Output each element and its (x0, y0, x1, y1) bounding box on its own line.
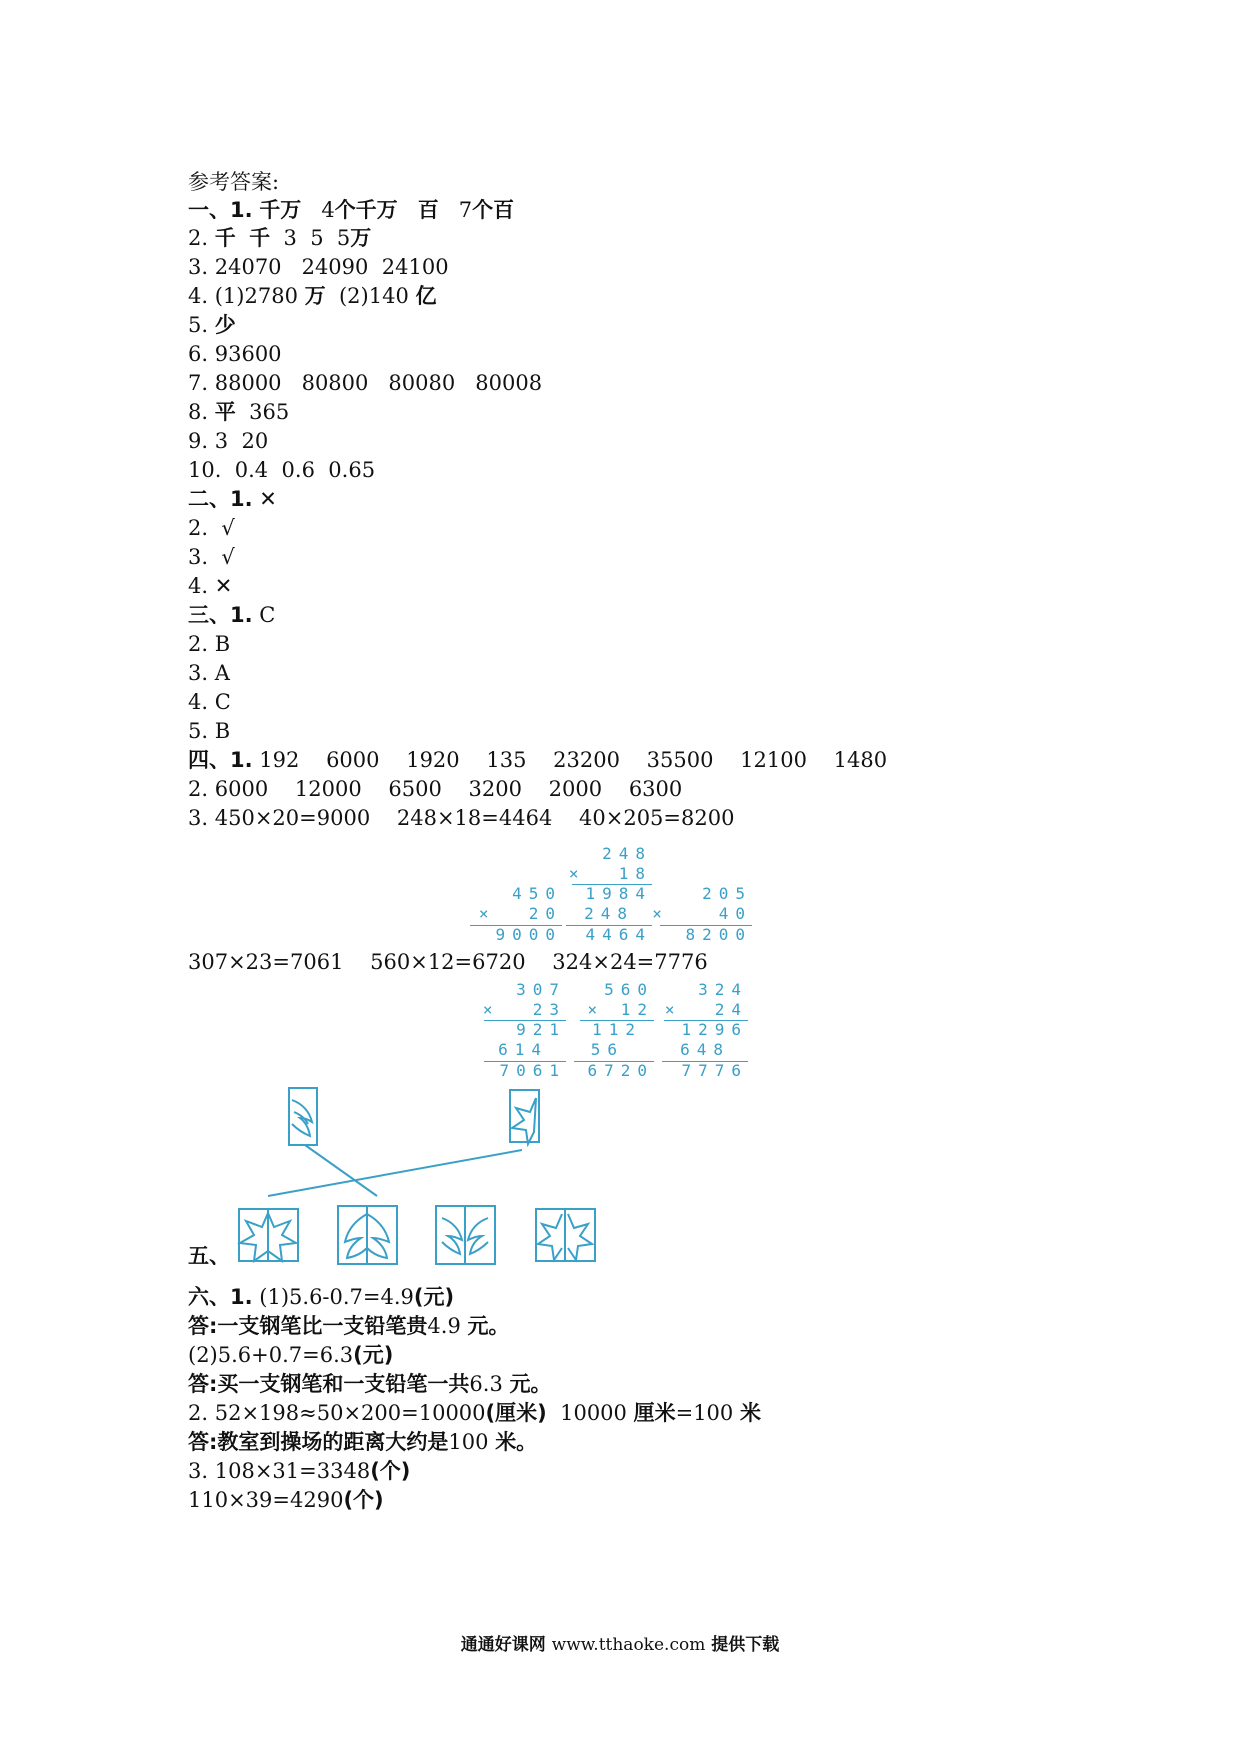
star-half-card (510, 1090, 539, 1144)
s3-line1: 三、1. C (188, 603, 276, 627)
check-icon: √ (221, 545, 235, 569)
s2-line4: 4. ✕ (188, 574, 233, 598)
check-icon: √ (221, 516, 235, 540)
calc-40x205: 205 × 40 8200 (652, 884, 752, 944)
s1-line4: 4. (1)2780 万 (2)140 亿 (188, 284, 437, 308)
leaf-half-card (289, 1088, 317, 1145)
s1-line5: 5. 少 (188, 313, 236, 337)
s2-head: 二、1. (188, 487, 253, 511)
cross-icon: ✕ (259, 487, 277, 511)
s1-line9: 9. 3 20 (188, 429, 269, 453)
s3-line3: 3. A (188, 661, 230, 685)
full-leaf-card (338, 1206, 397, 1264)
match-line-star (268, 1150, 522, 1196)
calc-324x24: 324 × 24 1296 648 7776 (662, 980, 748, 1080)
s3-line5: 5. B (188, 719, 231, 743)
cross-icon: ✕ (214, 574, 233, 598)
s6-line3: (2)5.6+0.7=6.3(元) (188, 1343, 394, 1367)
s6-line2: 答:一支钢笔比一支铅笔贵4.9 元。 (188, 1314, 510, 1338)
mixed-leaf-card (436, 1206, 495, 1264)
s3-head: 三、1. (188, 603, 253, 627)
s4-line3: 3. 450×20=9000 248×18=4464 40×205=8200 (188, 806, 735, 830)
s1-line3: 3. 24070 24090 24100 (188, 255, 449, 279)
s6-line6: 答:教室到操场的距离大约是100 米。 (188, 1430, 538, 1454)
s1-line10: 10. 0.4 0.6 0.65 (188, 458, 376, 482)
s1-line2: 2. 千 千 3 5 5万 (188, 226, 372, 250)
s6-head: 六、1. (188, 1285, 253, 1309)
footer-url[interactable]: www.tthaoke.com (551, 1635, 706, 1655)
s1-line1: 一、1. 千万 4个千万 百 7个百 (188, 198, 515, 222)
s3-line4: 4. C (188, 690, 231, 714)
s2-line3: 3. √ (188, 545, 235, 569)
mixed-star-card (536, 1209, 595, 1261)
footer-credit: 通通好课网 www.tthaoke.com 提供下载 (460, 1635, 780, 1655)
s6-line5: 2. 52×198≈50×200=10000(厘米) 10000 厘米=100 米 (188, 1401, 761, 1425)
s2-line2: 2. √ (188, 516, 235, 540)
s1-line7: 7. 88000 80800 80080 80008 (188, 371, 543, 395)
calc-307x23: 307 × 23 921 614 7061 (482, 980, 566, 1080)
calc-450x20: 450 × 20 9000 (470, 884, 562, 964)
s6-line8: 110×39=4290(个) (188, 1488, 384, 1512)
calc-248x18: 248 × 18 1984 248 4464 (566, 844, 652, 964)
s4-line1: 四、1. 192 6000 1920 135 23200 35500 12100 1480 (188, 748, 888, 772)
page-title: 参考答案: (188, 170, 280, 194)
s4-line2: 2. 6000 12000 6500 3200 2000 6300 (188, 777, 683, 801)
s5-head: 五、 (188, 1244, 230, 1268)
s6-line4: 答:买一支钢笔和一支铅笔一共6.3 元。 (188, 1372, 552, 1396)
s1-head: 一、1. (188, 198, 253, 222)
s1-line8: 8. 平 365 (188, 400, 290, 424)
s6-line7: 3. 108×31=3348(个) (188, 1459, 411, 1483)
s4-head: 四、1. (188, 748, 253, 772)
s1-line6: 6. 93600 (188, 342, 282, 366)
s4-line4: 307×23=7061 560×12=6720 324×24=7776 (188, 950, 708, 974)
calc-560x12: 560 × 12 112 56 6720 (574, 980, 654, 1080)
s6-line1: 六、1. (1)5.6-0.7=4.9(元) (188, 1285, 455, 1309)
full-star-card (239, 1209, 298, 1261)
s3-line2: 2. B (188, 632, 231, 656)
